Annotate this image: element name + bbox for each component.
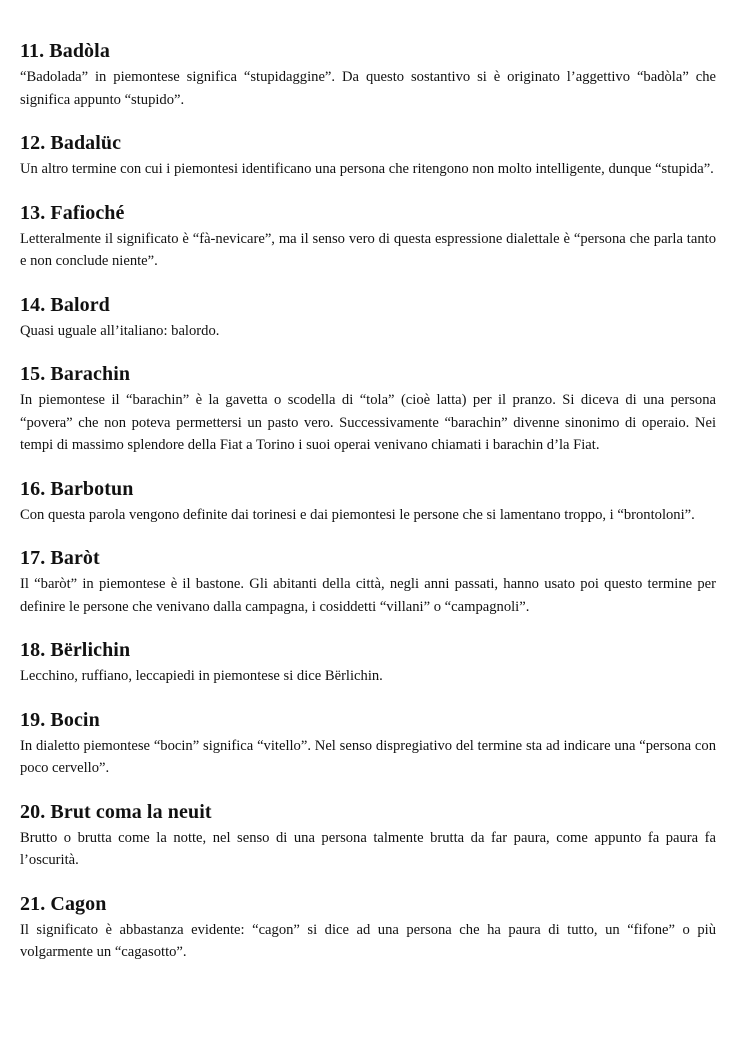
- entry-title: 21. Cagon: [20, 892, 107, 915]
- glossary-entry-11: [20, 38, 716, 111]
- glossary-entry-19: [20, 707, 716, 780]
- entry-definition: Il significato è abbastanza evidente: “cagon” si dice ad una persona che ha paura di tutto, un “fifone” o più volgarmente un “cagasotto”.: [20, 921, 716, 960]
- entry-title: 12. Badalüc: [20, 132, 122, 154]
- entry-title: 14. Balord: [20, 293, 110, 316]
- glossary-entry-16: [20, 476, 716, 527]
- entry-definition: Quasi uguale all’italiano: balordo.: [20, 322, 220, 339]
- glossary-entry-17: [20, 545, 716, 618]
- glossary-entry-20: [20, 799, 716, 872]
- entry-title: 11. Badòla: [20, 40, 110, 62]
- entry-definition: Lecchino, ruffiano, leccapiedi in piemontese si dice Bërlichin.: [20, 668, 383, 684]
- entry-definition: Con questa parola vengono definite dai torinesi e dai piemontesi le persone che si lamentano troppo, i “brontoloni”.: [20, 506, 695, 523]
- glossary-entry-12: [20, 130, 716, 181]
- entry-title: 16. Barbotun: [20, 477, 134, 500]
- entry-definition: In piemontese il “barachin” è la gavetta o scodella di “tola” (cioè latta) per il pranzo. Si diceva di una persona “povera” che non poteva permettersi un pasto vero. Successivamente “barachin” divenne sinonimo di operaio. Nei tempi di massimo splendore della Fiat a Torino i suoi operai venivano chiamati i barachin d’la Fiat.: [20, 392, 716, 453]
- entry-definition: “Badolada” in piemontese significa “stupidaggine”. Da questo sostantivo si è originato l’aggettivo “badòla” che significa appunto “stupido”.: [20, 69, 716, 108]
- entry-title: 19. Bocin: [20, 708, 100, 731]
- entry-title: 17. Baròt: [20, 547, 100, 569]
- entry-definition: Brutto o brutta come la notte, nel senso di una persona talmente brutta da far paura, come appunto fa paura fa l’oscurità.: [20, 829, 716, 868]
- entry-definition: Letteralmente il significato è “fà-nevicare”, ma il senso vero di questa espressione dialettale è “persona che parla tanto e non conclude niente”.: [20, 230, 716, 269]
- glossary-entry-15: [20, 361, 716, 457]
- entry-title: 20. Brut coma la neuit: [20, 800, 212, 823]
- glossary-entry-14: [20, 292, 716, 343]
- glossary-entry-13: [20, 200, 716, 273]
- entry-title: 13. Fafioché: [20, 201, 125, 224]
- glossary-entry-21: [20, 891, 716, 964]
- glossary-entry-18: [20, 637, 716, 688]
- entry-definition: Il “baròt” in piemontese è il bastone. Gli abitanti della città, negli anni passati, hanno usato poi questo termine per definire le persone che venivano dalla campagna, i cosiddetti “villani” o “campagnoli”.: [20, 576, 716, 615]
- document-page: [20, 38, 716, 983]
- entry-definition: Un altro termine con cui i piemontesi identificano una persona che ritengono non molto intelligente, dunque “stupida”.: [20, 161, 714, 177]
- entry-title: 18. Bërlichin: [20, 639, 131, 661]
- entry-title: 15. Barachin: [20, 363, 131, 385]
- entry-definition: In dialetto piemontese “bocin” significa “vitello”. Nel senso dispregiativo del termine sta ad indicare una “persona con poco cervello”.: [20, 737, 716, 776]
